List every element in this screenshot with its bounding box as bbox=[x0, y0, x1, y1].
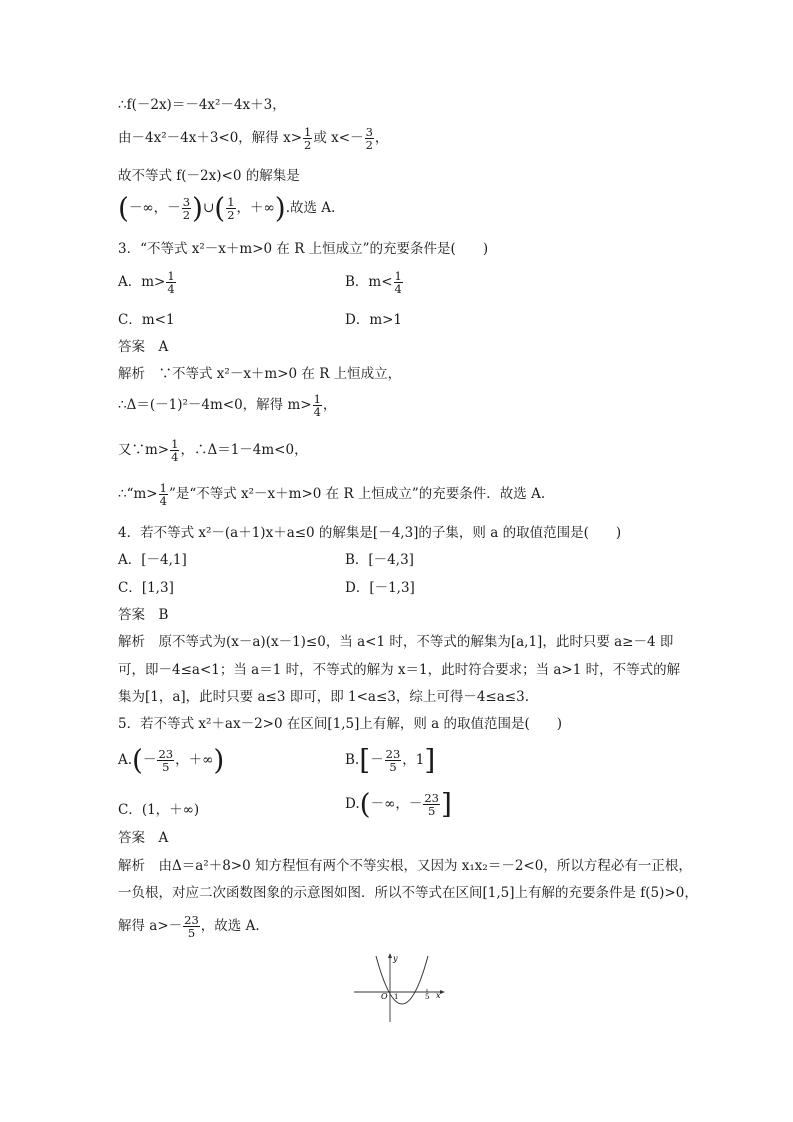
explanation-5-line-1: 解析 由Δ＝a²＋8>0 知方程恒有两个不等实根，又因为 x₁x₂＝－2<0，所以方程必有一正根， bbox=[118, 858, 692, 874]
solution-line-3: 故不等式 f(－2x)<0 的解集是 bbox=[118, 168, 300, 184]
fraction-1-4: $\frac{1}{4}$ bbox=[159, 481, 167, 508]
question-3: 3．“不等式 x²－x＋m>0 在 R 上恒成立”的充要条件是( ) bbox=[118, 241, 489, 257]
solution-line-2 bbox=[118, 126, 388, 151]
solution-set-line: (－∞，－ $\frac{3}{2}$ )∪( $\frac{1}{2}$ ，＋∞).故选 A. bbox=[118, 191, 336, 225]
fraction-1-4: $\frac{1}{4}$ bbox=[167, 269, 175, 296]
answer-3: 答案 A bbox=[118, 339, 169, 355]
union-symbol: ∪ bbox=[202, 200, 215, 216]
text: ，＋∞ bbox=[236, 200, 275, 216]
q3-option-c: C．m<1 bbox=[118, 312, 175, 328]
solution-line-1: ∴f(－2x)＝－4x²－4x＋3， bbox=[118, 97, 286, 113]
fraction-1-4: $\frac{1}{4}$ bbox=[394, 269, 402, 296]
fraction-1-2: $\frac{1}{2}$ bbox=[227, 195, 235, 222]
fraction-1-2: $\frac{1}{2}$ bbox=[304, 125, 312, 152]
fraction-3-2: $\frac{3}{2}$ bbox=[365, 125, 373, 152]
fraction-23-5: $\frac{23}{5}$ bbox=[424, 791, 439, 818]
explanation-3-line-3: 又∵m> $\frac{1}{4}$ ，∴Δ＝1－4m<0， bbox=[118, 437, 308, 464]
text: ， bbox=[374, 130, 389, 146]
fraction-3-2: $\frac{3}{2}$ bbox=[182, 195, 191, 222]
y-axis-arrow bbox=[388, 953, 392, 958]
fraction-23-5: $\frac{23}{5}$ bbox=[158, 747, 174, 774]
x-axis-label: x bbox=[436, 991, 441, 1000]
explanation-5-line-2: 一负根，对应二次函数图象的示意图如图．所以不等式在区间[1,5]上有解的充要条件是 f(5)>0， bbox=[118, 885, 698, 901]
q3-option-d: D．m>1 bbox=[345, 312, 403, 328]
text: 由－4x²－4x＋3<0，解得 x> bbox=[118, 130, 303, 146]
q5-option-b: B.[－ $\frac{23}{5}$ ，1] bbox=[345, 743, 436, 777]
explanation-4-line-2: 可，即－4≤a<1；当 a＝1 时，不等式的解为 x＝1，此时符合要求；当 a>1 时，不等式的解 bbox=[118, 662, 681, 678]
origin-label: O bbox=[381, 992, 388, 1001]
fraction-1-4: $\frac{1}{4}$ bbox=[313, 392, 321, 419]
q3-option-b: B．m< $\frac{1}{4}$ bbox=[345, 269, 402, 296]
q4-option-b: B．[－4,3] bbox=[345, 552, 414, 568]
answer-5: 答案 A bbox=[118, 830, 169, 846]
tick-label-1: 1 bbox=[394, 993, 399, 1001]
q4-option-c: C．[1,3] bbox=[118, 580, 174, 596]
tick-label-5: 5 bbox=[425, 993, 430, 1001]
text: 或 x<－ bbox=[313, 130, 364, 146]
fraction-23-5: $\frac{23}{5}$ bbox=[184, 913, 199, 940]
parabola-diagram bbox=[350, 952, 450, 1024]
question-4: 4．若不等式 x²－(a＋1)x＋a≤0 的解集是[－4,3]的子集，则 a 的取值范围是( ) bbox=[118, 525, 622, 541]
q5-option-c: C．(1，＋∞) bbox=[118, 802, 200, 818]
q5-option-d: D.(－∞，－ $\frac{23}{5}$ ] bbox=[345, 787, 452, 821]
q5-option-a: A.(－ $\frac{23}{5}$ ，＋∞) bbox=[118, 743, 225, 777]
y-axis-label: y bbox=[393, 954, 398, 963]
q4-option-a: A．[－4,1] bbox=[118, 552, 187, 568]
explanation-4-line-3: 集为[1，a]，此时只要 a≤3 即可，即 1<a≤3，综上可得－4≤a≤3. bbox=[118, 689, 529, 705]
text: －∞，－ bbox=[128, 200, 181, 216]
answer-4: 答案 B bbox=[118, 607, 169, 623]
question-5: 5．若不等式 x²＋ax－2>0 在区间[1,5]上有解，则 a 的取值范围是( ) bbox=[118, 716, 563, 732]
text: .故选 A. bbox=[285, 200, 336, 216]
explanation-3-line-1: 解析 ∵不等式 x²－x＋m>0 在 R 上恒成立， bbox=[118, 366, 402, 382]
explanation-4-line-1: 解析 原不等式为(x－a)(x－1)≤0，当 a<1 时，不等式的解集为[a,1]，此时只要 a≥－4 即 bbox=[118, 634, 674, 650]
explanation-3-line-4: ∴“m> $\frac{1}{4}$ ”是“不等式 x²－x＋m>0 在 R 上恒成立”的充要条件．故选 A. bbox=[118, 481, 546, 508]
explanation-3-line-2: ∴Δ＝(－1)²－4m<0，解得 m> $\frac{1}{4}$ ， bbox=[118, 392, 337, 419]
fraction-23-5: $\frac{23}{5}$ bbox=[385, 747, 401, 774]
x-axis-arrow bbox=[440, 990, 445, 994]
q4-option-d: D．[－1,3] bbox=[345, 580, 415, 596]
q3-option-a: A．m> $\frac{1}{4}$ bbox=[118, 269, 175, 296]
fraction-1-4: $\frac{1}{4}$ bbox=[171, 437, 179, 464]
explanation-5-line-3: 解得 a>－ $\frac{23}{5}$ ，故选 A. bbox=[118, 913, 260, 940]
